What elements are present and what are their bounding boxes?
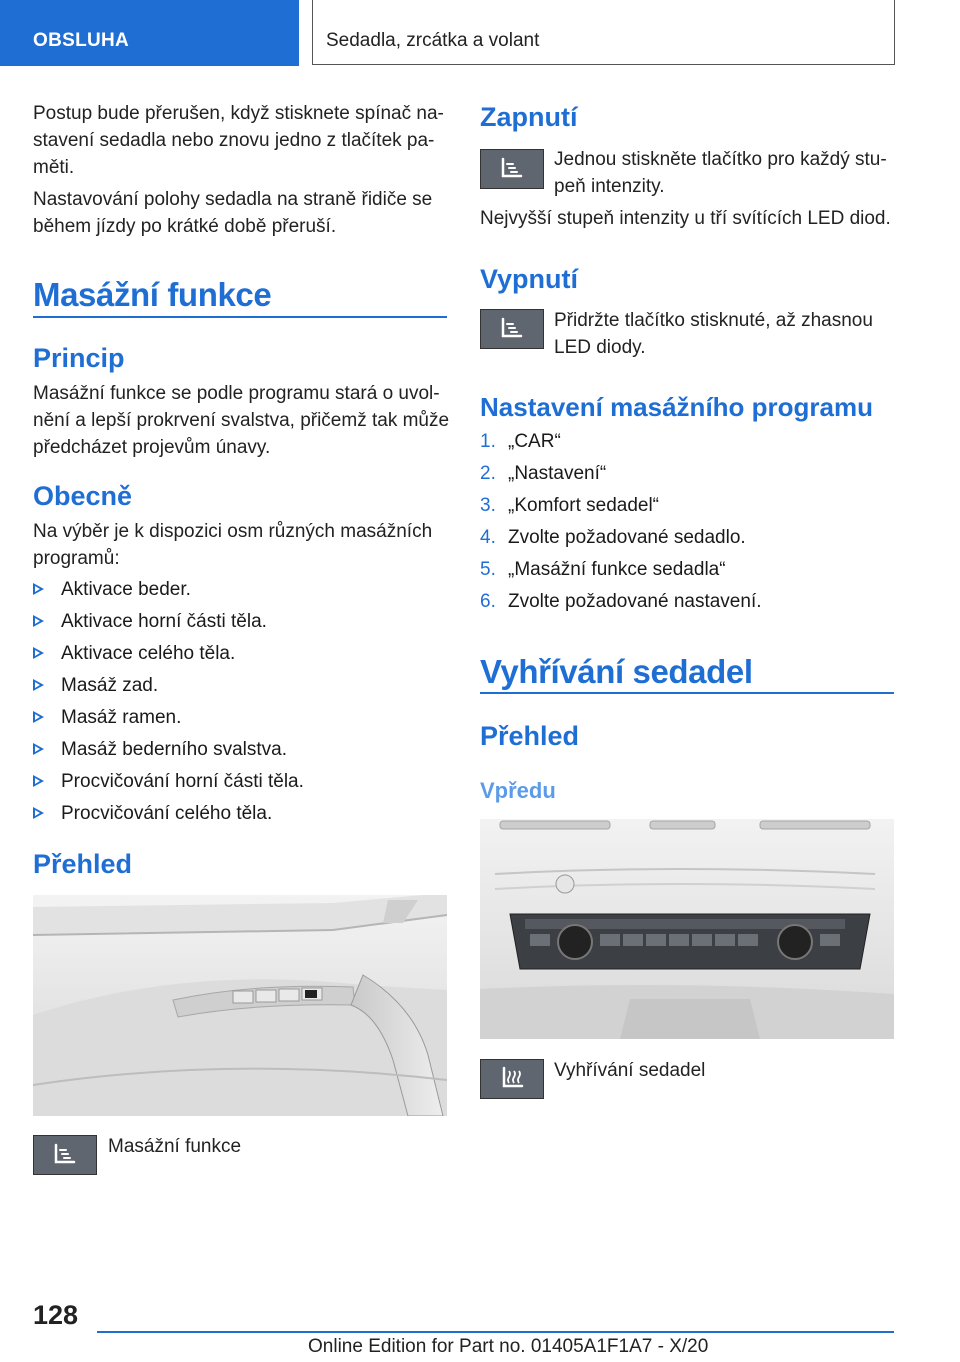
general-line-1: Na výběr je k dispozici osm různých masážních: [33, 521, 433, 542]
intro-line-5: během jízdy po krátké době přeruší.: [33, 216, 337, 237]
bullet-arrow-icon: [33, 807, 44, 819]
seat-heating-icon: [480, 1059, 544, 1099]
heading-switch-on: Zapnutí: [480, 102, 578, 132]
heading-switch-off: Vypnutí: [480, 264, 578, 294]
switch-off-line-1: Přidržte tlačítko stisknuté, až zhasnou: [554, 310, 873, 331]
switch-on-line-1: Jednou stiskněte tlačítko pro každý stu-: [554, 149, 887, 170]
bullet-arrow-icon: [33, 743, 44, 755]
section-tab: [0, 0, 299, 66]
footer-rule: [97, 1331, 894, 1333]
bullet-arrow-icon: [33, 615, 44, 627]
intro-line-4: Nastavování polohy sedadla na straně řidiče se: [33, 189, 433, 210]
section-title: OBSLUHA: [33, 30, 130, 51]
heading-overview-right: Přehled: [480, 721, 580, 751]
bullet-arrow-icon: [33, 711, 44, 723]
intro-line-2: stavení sedadla nebo znovu jedno z tlačítek pa-: [33, 130, 435, 151]
bullet-arrow-icon: [33, 583, 44, 595]
bullet-arrow-icon: [33, 775, 44, 787]
massage-icon-caption: Masážní funkce: [108, 1136, 242, 1157]
bullet-arrow-icon: [33, 647, 44, 659]
heading-massage: Masážní funkce: [33, 276, 272, 313]
heading-seat-heating-rule: [480, 692, 894, 694]
massage-seat-icon: [480, 309, 544, 349]
heading-program-setting: Nastavení masážního programu: [480, 392, 873, 422]
chapter-tab: [312, 0, 895, 65]
climate-panel-image: [480, 819, 894, 1039]
principle-line-1: Masážní funkce se podle programu stará o uvol-: [33, 383, 440, 404]
heading-front: Vpředu: [480, 778, 556, 803]
footer-edition: Online Edition for Part no. 01405A1F1A7 - X/20: [308, 1336, 709, 1357]
seat-heating-caption: Vyhřívání sedadel: [554, 1060, 706, 1081]
heading-seat-heating: Vyhřívání sedadel: [480, 653, 753, 690]
heading-principle: Princip: [33, 343, 125, 373]
bullet-arrow-icon: [33, 679, 44, 691]
intro-line-3: měti.: [33, 157, 75, 178]
door-panel-image: [33, 895, 447, 1116]
page-number: 128: [33, 1300, 79, 1330]
massage-seat-icon: [480, 149, 544, 189]
switch-on-note: Nejvyšší stupeň intenzity u tří svítících LED diod.: [480, 208, 891, 229]
massage-seat-icon: [33, 1135, 97, 1175]
switch-off-line-2: LED diody.: [554, 337, 646, 358]
principle-line-2: nění a lepší prokrvení svalstva, přičemž tak může: [33, 410, 450, 431]
switch-on-line-2: peň intenzity.: [554, 176, 665, 197]
heading-general: Obecně: [33, 481, 133, 511]
chapter-title: Sedadla, zrcátka a volant: [326, 30, 540, 51]
heading-overview-left: Přehled: [33, 849, 133, 879]
heading-massage-rule: [33, 316, 447, 318]
intro-line-1: Postup bude přerušen, když stisknete spínač na-: [33, 103, 444, 124]
principle-line-3: předcházet projevům únavy.: [33, 437, 271, 458]
general-line-2: programů:: [33, 548, 120, 569]
